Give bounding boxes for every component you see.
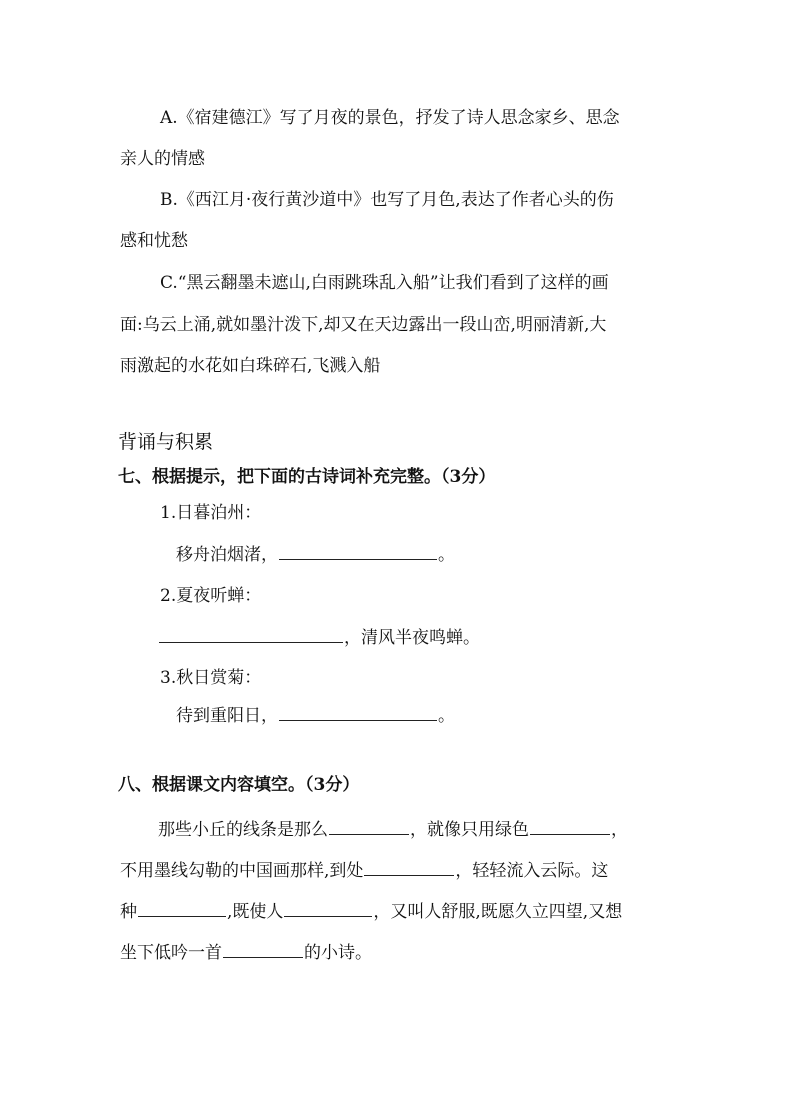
q7-item-3-label: 3.秋日赏菊：: [160, 668, 262, 688]
q8-line-3-text-c: ，又叫人舒服,既愿久立四望,又想: [373, 902, 623, 922]
q7-item-2-after: ，清风半夜鸣蝉。: [344, 628, 480, 648]
q8-line-4: [120, 941, 372, 964]
q8-line-2-text-b: ，轻轻流入云际。这: [455, 861, 609, 881]
q8-blank-1[interactable]: [329, 818, 409, 835]
option-c-line-3: 雨激起的水花如白珠碎石,飞溅入船: [120, 356, 381, 376]
q8-line-1-text-c: ，: [611, 820, 628, 840]
q7-item-1-after: 。: [438, 545, 455, 565]
q8-blank-3[interactable]: [364, 859, 454, 876]
q8-blank-5[interactable]: [284, 900, 372, 917]
q8-line-3: [120, 900, 622, 923]
q7-item-3-blank[interactable]: [279, 704, 437, 721]
q7-item-3-before: 待到重阳日，: [176, 706, 278, 726]
q8-line-3-text-b: ,既使人: [227, 902, 284, 922]
q7-item-1-blank[interactable]: [279, 543, 437, 560]
q8-blank-6[interactable]: [223, 941, 303, 958]
section-title-recite: 背诵与积累: [118, 431, 214, 453]
q8-line-3-text-a: 种: [120, 902, 137, 922]
option-c-line-2: 面:乌云上涌,就如墨汁泼下,却又在天边露出一段山峦,明丽清新,大: [120, 315, 607, 335]
q8-line-1: [158, 818, 628, 841]
q8-line-1-text-a: 那些小丘的线条是那么: [158, 820, 328, 840]
q8-line-2: [120, 859, 608, 882]
option-b-line-2: 感和忧愁: [120, 231, 188, 251]
q7-item-1-before: 移舟泊烟渚，: [176, 545, 278, 565]
q8-line-1-text-b: ，就像只用绿色: [410, 820, 529, 840]
question-8-title: 八、根据课文内容填空。（3分）: [118, 775, 360, 795]
option-c-line-1: C.“黑云翻墨未遮山,白雨跳珠乱入船”让我们看到了这样的画: [160, 273, 609, 293]
q7-item-1-line: [176, 543, 455, 566]
q7-item-1-label: 1.日暮泊州：: [160, 503, 262, 523]
option-a-line-1: A.《宿建德江》写了月夜的景色，抒发了诗人思念家乡、思念: [160, 108, 620, 128]
q8-line-4-text-a: 坐下低吟一首: [120, 943, 222, 963]
q7-item-3-line: [176, 704, 455, 727]
q8-blank-2[interactable]: [530, 818, 610, 835]
q8-line-4-text-b: 的小诗。: [304, 943, 372, 963]
q8-blank-4[interactable]: [138, 900, 226, 917]
q7-item-3-after: 。: [438, 706, 455, 726]
question-7-title: 七、根据提示，把下面的古诗词补充完整。（3分）: [118, 467, 496, 487]
q7-item-2-blank[interactable]: [159, 626, 343, 643]
q8-line-2-text-a: 不用墨线勾勒的中国画那样,到处: [120, 861, 364, 881]
option-b-line-1: B.《西江月·夜行黄沙道中》也写了月色,表达了作者心头的伤: [160, 190, 614, 210]
q7-item-2-label: 2.夏夜听蝉：: [160, 586, 262, 606]
q7-item-2-line: [158, 626, 480, 649]
option-a-line-2: 亲人的情感: [120, 149, 205, 169]
